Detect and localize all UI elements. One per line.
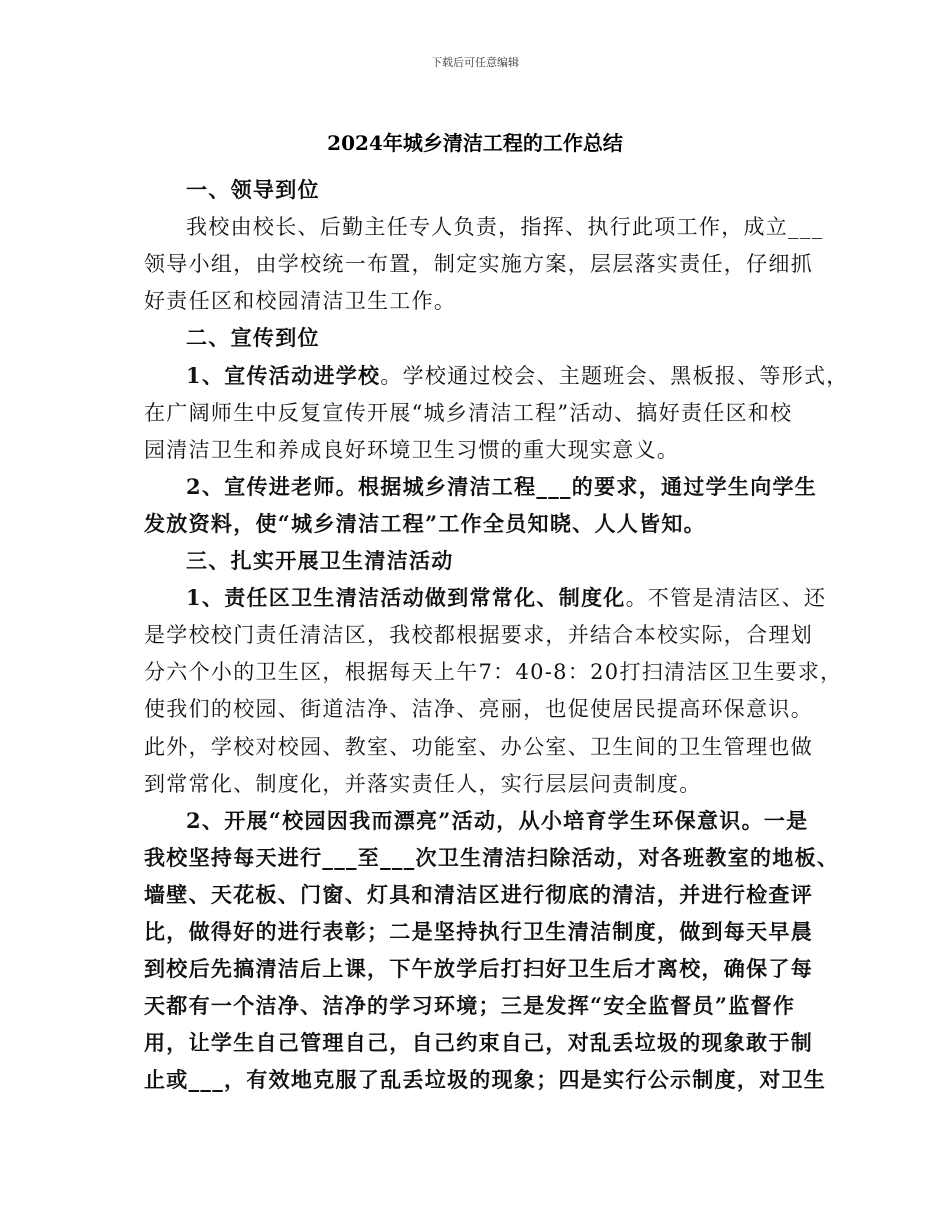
text-line: 此外，学校对校园、教室、功能室、办公室、卫生间的卫生管理也做: [144, 735, 813, 759]
text-line: 二、宣传到位: [186, 325, 320, 350]
text-line: 三、扎实开展卫生清洁活动: [186, 548, 454, 573]
text-line: 到校后先搞清洁后上课，下午放学后打扫好卫生后才离校，确保了每: [144, 956, 813, 981]
text-segment: 。不管是清洁区、还: [625, 586, 827, 610]
text-line: 天都有一个洁净、洁净的学习环境；三是发挥“安全监督员”监督作: [144, 993, 796, 1018]
text-line: 比，做得好的进行表彰；二是坚持执行卫生清洁制度，做到每天早晨: [144, 919, 813, 944]
text-line: 好责任区和校园清洁卫生工作。: [144, 289, 457, 313]
header-note: 下载后可任意编辑: [431, 56, 519, 69]
text-line: 园清洁卫生和养成良好环境卫生习惯的重大现实意义。: [144, 438, 680, 462]
text-line: 我校坚持每天进行___至___次卫生清洁扫除活动，对各班教室的地板、: [144, 845, 840, 870]
text-line: 止或___，有效地克服了乱丢垃圾的现象；四是实行公示制度，对卫生: [144, 1067, 827, 1092]
text-line: [186, 360, 849, 390]
text-line: 用，让学生自己管理自己，自己约束自己，对乱丢垃圾的现象敢于制: [144, 1030, 813, 1055]
text-line: 墙壁、天花板、门窗、灯具和清洁区进行彻底的清洁，并进行检查评: [144, 882, 813, 907]
text-segment: 1、责任区卫生清洁活动做到常常化、制度化: [186, 585, 626, 610]
text-line: 分六个小的卫生区，根据每天上午7：40-8：20打扫清洁区卫生要求，: [144, 660, 843, 684]
text-line: 在广阔师生中反复宣传开展“城乡清洁工程”活动、搞好责任区和校: [144, 401, 793, 425]
text-line: 我校由校长、后勤主任专人负责，指挥、执行此项工作，成立___: [186, 215, 824, 239]
text-line: 到常常化、制度化，并落实责任人，实行层层问责制度。: [144, 772, 702, 796]
text-line: 2、宣传进老师。根据城乡清洁工程___的要求，通过学生向学生: [186, 474, 818, 499]
text-line: 一、领导到位: [186, 177, 320, 202]
text-line: 2、开展“校园因我而漂亮”活动，从小培育学生环保意识。一是: [186, 808, 809, 833]
text-line: 发放资料，使“城乡清洁工程”工作全员知晓、人人皆知。: [144, 511, 706, 536]
text-segment: 1、宣传活动进学校: [186, 363, 381, 388]
text-line: 使我们的校园、街道洁净、洁净、亮丽，也促使居民提高环保意识。: [144, 697, 813, 721]
text-segment: 。学校通过校会、主题班会、黑板报、等形式，: [380, 364, 849, 388]
text-line: 是学校校门责任清洁区，我校都根据要求，并结合本校实际，合理划: [144, 623, 813, 647]
text-line: [186, 582, 826, 612]
document-title: 2024年城乡清洁工程的工作总结: [327, 131, 623, 155]
text-line: 领导小组，由学校统一布置，制定实施方案，层层落实责任，仔细抓: [144, 252, 813, 276]
